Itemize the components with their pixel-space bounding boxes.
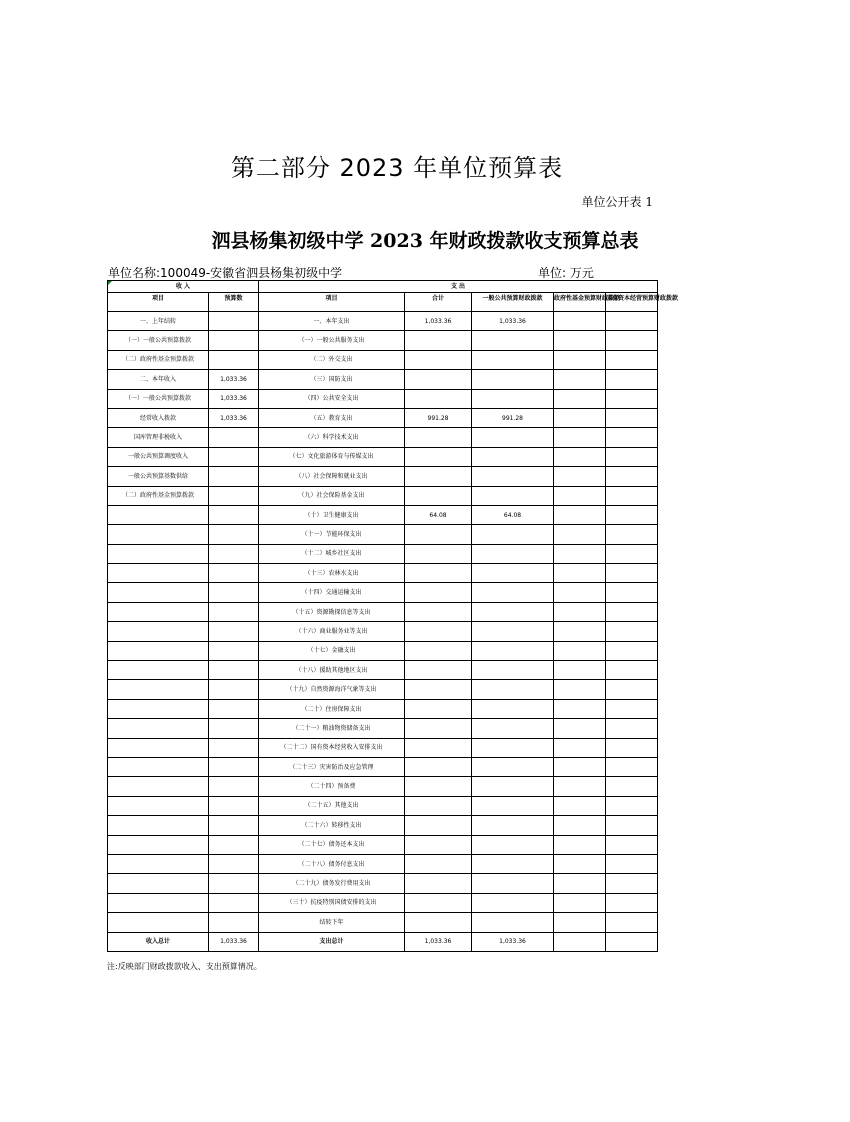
expense-total-cell (405, 893, 472, 912)
fund-budget-cell (554, 350, 606, 369)
state-capital-cell (606, 641, 658, 660)
table-row (108, 699, 658, 718)
table-row (108, 738, 658, 757)
state-capital-cell (606, 583, 658, 602)
income-value-cell (209, 893, 259, 912)
state-capital-cell (606, 893, 658, 912)
expense-total-cell (405, 525, 472, 544)
income-total-label: 收入总计 (108, 932, 209, 951)
fund-budget-cell (554, 370, 606, 389)
income-item-cell: 一般公共预算调度收入 (108, 447, 209, 466)
expense-total-cell (405, 486, 472, 505)
income-header: 收 入 (108, 281, 259, 293)
state-capital-cell (606, 505, 658, 524)
income-value-cell (209, 680, 259, 699)
fund-budget-cell (554, 428, 606, 447)
table-row (108, 602, 658, 621)
expense-item-cell: （十五）资源勘探信息等支出 (259, 602, 405, 621)
expense-item-cell: （七）文化旅游体育与传媒支出 (259, 447, 405, 466)
income-item-cell: 国库管理非税收入 (108, 428, 209, 447)
income-item-cell (108, 854, 209, 873)
expense-item-cell: （十）卫生健康支出 (259, 505, 405, 524)
table-row (108, 583, 658, 602)
fund-budget-cell (554, 408, 606, 427)
table-row (108, 564, 658, 583)
general-budget-cell (472, 874, 554, 893)
table-row (108, 913, 658, 932)
table-row (108, 486, 658, 505)
fund-budget-cell (554, 312, 606, 331)
general-budget-cell (472, 370, 554, 389)
expense-item-cell: （二十五）其他支出 (259, 796, 405, 815)
table-row (108, 505, 658, 524)
table-row (108, 408, 658, 427)
income-item-cell: 经常收入拨款 (108, 408, 209, 427)
general-budget-total: 1,033.36 (472, 932, 554, 951)
state-capital-cell (606, 602, 658, 621)
state-capital-cell (606, 913, 658, 932)
income-item-cell (108, 602, 209, 621)
general-budget-cell (472, 544, 554, 563)
state-capital-cell (606, 331, 658, 350)
col-total: 合计 (405, 293, 472, 312)
fund-budget-cell (554, 583, 606, 602)
expense-total-cell: 64.08 (405, 505, 472, 524)
expense-item-cell: （十九）自然资源海洋气象等支出 (259, 680, 405, 699)
state-capital-cell (606, 816, 658, 835)
expense-item-cell: （六）科学技术支出 (259, 428, 405, 447)
general-budget-cell (472, 428, 554, 447)
state-capital-cell (606, 699, 658, 718)
general-budget-cell (472, 447, 554, 466)
table-row (108, 525, 658, 544)
income-item-cell (108, 622, 209, 641)
income-value-cell: 1,033.36 (209, 389, 259, 408)
state-capital-cell (606, 525, 658, 544)
state-capital-cell (606, 447, 658, 466)
table-row (108, 835, 658, 854)
cell-marker-icon (108, 281, 112, 285)
income-item-cell (108, 661, 209, 680)
general-budget-cell (472, 680, 554, 699)
income-value-cell (209, 796, 259, 815)
table-row (108, 312, 658, 331)
expense-item-cell: （四）公共安全支出 (259, 389, 405, 408)
expense-item-cell: （二十三）灾害防治及应急管理 (259, 757, 405, 776)
col-item-income: 项目 (108, 293, 209, 312)
fund-budget-cell (554, 874, 606, 893)
col-fund-budget: 政府性基金预算财政拨款 (554, 293, 606, 312)
expense-item-cell: （二十）住房保障支出 (259, 699, 405, 718)
income-item-cell (108, 525, 209, 544)
state-capital-cell (606, 428, 658, 447)
fund-budget-cell (554, 680, 606, 699)
income-value-cell (209, 312, 259, 331)
state-capital-cell (606, 738, 658, 757)
expense-total-cell (405, 796, 472, 815)
state-capital-cell (606, 564, 658, 583)
table-row (108, 874, 658, 893)
expense-total-cell (405, 661, 472, 680)
state-capital-cell (606, 370, 658, 389)
general-budget-cell (472, 699, 554, 718)
state-capital-cell (606, 486, 658, 505)
state-capital-cell (606, 796, 658, 815)
fund-budget-cell (554, 505, 606, 524)
fund-budget-cell (554, 757, 606, 776)
state-capital-cell (606, 680, 658, 699)
expense-item-cell: （十三）农林水支出 (259, 564, 405, 583)
fund-budget-cell (554, 699, 606, 718)
income-value-cell (209, 913, 259, 932)
table-row (108, 467, 658, 486)
expense-total-cell: 991.28 (405, 408, 472, 427)
income-value-cell (209, 350, 259, 369)
income-item-cell (108, 680, 209, 699)
income-value-cell (209, 486, 259, 505)
income-item-cell (108, 777, 209, 796)
expense-item-cell: （三十）抗疫特别国债安排的支出 (259, 893, 405, 912)
state-capital-cell (606, 408, 658, 427)
general-budget-cell (472, 564, 554, 583)
income-value-cell: 1,033.36 (209, 370, 259, 389)
table-row (108, 719, 658, 738)
expense-item-cell: 结转下年 (259, 913, 405, 932)
fund-budget-cell (554, 719, 606, 738)
table-row (108, 428, 658, 447)
income-item-cell (108, 874, 209, 893)
income-item-cell (108, 699, 209, 718)
income-value-cell: 1,033.36 (209, 408, 259, 427)
income-item-cell (108, 796, 209, 815)
expense-total-cell (405, 699, 472, 718)
fund-budget-cell (554, 777, 606, 796)
income-item-cell (108, 757, 209, 776)
table-row (108, 389, 658, 408)
expense-item-cell: （二十七）债务还本支出 (259, 835, 405, 854)
expense-item-cell: （二十一）粮油物资储备支出 (259, 719, 405, 738)
general-budget-cell (472, 486, 554, 505)
unit-name-label: 单位名称:100049-安徽省泗县杨集初级中学 (108, 266, 343, 280)
expense-total-label: 支出总计 (259, 932, 405, 951)
income-item-cell: （一）一般公共预算拨款 (108, 331, 209, 350)
general-budget-cell (472, 641, 554, 660)
expense-total-cell (405, 854, 472, 873)
expense-total-cell (405, 447, 472, 466)
fund-budget-cell (554, 525, 606, 544)
fund-budget-cell (554, 544, 606, 563)
fund-budget-total (554, 932, 606, 951)
income-value-cell (209, 854, 259, 873)
income-item-cell: （一）一般公共预算拨款 (108, 389, 209, 408)
state-capital-cell (606, 719, 658, 738)
col-general-budget: 一般公共预算财政拨款 (472, 293, 554, 312)
table-row (108, 757, 658, 776)
state-capital-cell (606, 835, 658, 854)
income-value-cell (209, 331, 259, 350)
general-budget-cell (472, 661, 554, 680)
expense-item-cell: （二十九）债务发行费用支出 (259, 874, 405, 893)
expense-total-cell (405, 350, 472, 369)
expense-item-cell: （二十二）国有资本经营收入安排支出 (259, 738, 405, 757)
fund-budget-cell (554, 661, 606, 680)
table-row (108, 816, 658, 835)
state-capital-cell (606, 350, 658, 369)
income-item-cell (108, 816, 209, 835)
income-item-cell (108, 505, 209, 524)
general-budget-cell (472, 738, 554, 757)
expense-total-cell (405, 428, 472, 447)
income-value-cell (209, 661, 259, 680)
expense-item-cell: （二十四）预备费 (259, 777, 405, 796)
expense-total-cell (405, 641, 472, 660)
expense-total-cell (405, 564, 472, 583)
expense-total-cell (405, 719, 472, 738)
table-row (108, 447, 658, 466)
state-capital-cell (606, 874, 658, 893)
state-capital-cell (606, 777, 658, 796)
expense-header: 支 出 (259, 281, 658, 293)
expense-item-cell: （九）社会保险基金支出 (259, 486, 405, 505)
general-budget-cell (472, 719, 554, 738)
income-value-cell (209, 428, 259, 447)
general-budget-cell (472, 757, 554, 776)
form-number: 单位公开表 1 (581, 195, 653, 209)
income-item-cell: （二）政府性基金预算拨款 (108, 350, 209, 369)
expense-item-cell: （一）一般公共服务支出 (259, 331, 405, 350)
fund-budget-cell (554, 602, 606, 621)
general-budget-cell: 991.28 (472, 408, 554, 427)
table-row (108, 893, 658, 912)
table-row (108, 777, 658, 796)
expense-total-cell (405, 835, 472, 854)
expense-total-cell (405, 370, 472, 389)
state-capital-cell (606, 389, 658, 408)
income-value-cell (209, 447, 259, 466)
expense-total-cell (405, 544, 472, 563)
income-value-cell (209, 505, 259, 524)
income-item-cell (108, 738, 209, 757)
income-value-cell (209, 544, 259, 563)
table-row (108, 796, 658, 815)
general-budget-cell (472, 893, 554, 912)
income-value-cell (209, 757, 259, 776)
fund-budget-cell (554, 893, 606, 912)
expense-item-cell: （三）国防支出 (259, 370, 405, 389)
expense-item-cell: （八）社会保障和就业支出 (259, 467, 405, 486)
state-capital-cell (606, 544, 658, 563)
fund-budget-cell (554, 854, 606, 873)
income-item-cell: 二、本年收入 (108, 370, 209, 389)
income-item-cell (108, 835, 209, 854)
expense-total-cell (405, 602, 472, 621)
expense-item-cell: （十八）援助其他地区支出 (259, 661, 405, 680)
fund-budget-cell (554, 486, 606, 505)
table-row (108, 641, 658, 660)
general-budget-cell (472, 835, 554, 854)
general-budget-cell (472, 777, 554, 796)
fund-budget-cell (554, 622, 606, 641)
income-value-cell (209, 583, 259, 602)
table-row (108, 544, 658, 563)
income-value-cell (209, 738, 259, 757)
expense-total-cell: 1,033.36 (405, 312, 472, 331)
fund-budget-cell (554, 564, 606, 583)
income-item-cell: （二）政府性基金预算拨款 (108, 486, 209, 505)
expense-item-cell: （五）教育支出 (259, 408, 405, 427)
general-budget-cell (472, 331, 554, 350)
expense-item-cell: （二十八）债务付息支出 (259, 854, 405, 873)
fund-budget-cell (554, 467, 606, 486)
expense-item-cell: （十二）城乡社区支出 (259, 544, 405, 563)
income-value-cell (209, 467, 259, 486)
fund-budget-cell (554, 796, 606, 815)
general-budget-cell (472, 350, 554, 369)
table-title: 泗县杨集初级中学 2023 年财政拨款收支预算总表 (211, 230, 639, 252)
expense-total-cell (405, 467, 472, 486)
table-row (108, 661, 658, 680)
income-item-cell: 一、上年结转 (108, 312, 209, 331)
general-budget-cell (472, 854, 554, 873)
expense-item-cell: 一、本年支出 (259, 312, 405, 331)
budget-table (107, 280, 679, 952)
general-budget-cell: 64.08 (472, 505, 554, 524)
fund-budget-cell (554, 447, 606, 466)
header-row-2 (108, 293, 658, 312)
general-budget-cell (472, 389, 554, 408)
general-budget-cell (472, 816, 554, 835)
income-item-cell: 一般公共预算基数供给 (108, 467, 209, 486)
income-item-cell (108, 913, 209, 932)
income-item-cell (108, 564, 209, 583)
expense-total-value: 1,033.36 (405, 932, 472, 951)
col-item-expense: 项目 (259, 293, 405, 312)
income-total-value: 1,033.36 (209, 932, 259, 951)
fund-budget-cell (554, 738, 606, 757)
expense-total-cell (405, 583, 472, 602)
expense-item-cell: （二）外交支出 (259, 350, 405, 369)
fund-budget-cell (554, 331, 606, 350)
income-value-cell (209, 564, 259, 583)
general-budget-cell (472, 602, 554, 621)
table-row (108, 350, 658, 369)
state-capital-total (606, 932, 658, 951)
table-row (108, 854, 658, 873)
expense-total-cell (405, 389, 472, 408)
income-value-cell (209, 816, 259, 835)
expense-total-cell (405, 874, 472, 893)
col-budget: 预算数 (209, 293, 259, 312)
income-value-cell (209, 622, 259, 641)
income-value-cell (209, 641, 259, 660)
expense-item-cell: （十七）金融支出 (259, 641, 405, 660)
income-value-cell (209, 874, 259, 893)
general-budget-cell (472, 525, 554, 544)
income-value-cell (209, 719, 259, 738)
general-budget-cell (472, 913, 554, 932)
table-row (108, 370, 658, 389)
expense-total-cell (405, 738, 472, 757)
fund-budget-cell (554, 913, 606, 932)
state-capital-cell (606, 757, 658, 776)
expense-total-cell (405, 622, 472, 641)
table-row (108, 622, 658, 641)
income-item-cell (108, 719, 209, 738)
expense-total-cell (405, 757, 472, 776)
general-budget-cell (472, 622, 554, 641)
expense-total-cell (405, 816, 472, 835)
income-item-cell (108, 641, 209, 660)
income-value-cell (209, 525, 259, 544)
income-item-cell (108, 583, 209, 602)
expense-item-cell: （十一）节能环保支出 (259, 525, 405, 544)
expense-total-cell (405, 331, 472, 350)
col-state-capital: 国有资本经营预算财政拨款 (606, 293, 658, 312)
state-capital-cell (606, 312, 658, 331)
fund-budget-cell (554, 389, 606, 408)
expense-item-cell: （十六）商业服务业等支出 (259, 622, 405, 641)
fund-budget-cell (554, 835, 606, 854)
expense-total-cell (405, 913, 472, 932)
income-item-cell (108, 893, 209, 912)
expense-total-cell (405, 777, 472, 796)
income-value-cell (209, 602, 259, 621)
total-row (108, 932, 658, 951)
income-value-cell (209, 835, 259, 854)
expense-total-cell (405, 680, 472, 699)
general-budget-cell (472, 583, 554, 602)
income-item-cell (108, 544, 209, 563)
state-capital-cell (606, 467, 658, 486)
fund-budget-cell (554, 816, 606, 835)
general-budget-cell (472, 796, 554, 815)
income-value-cell (209, 699, 259, 718)
state-capital-cell (606, 661, 658, 680)
page-title: 第二部分 2023 年单位预算表 (230, 154, 564, 182)
footnote: 注:反映部门财政拨款收入、支出预算情况。 (107, 962, 262, 971)
income-value-cell (209, 777, 259, 796)
expense-item-cell: （十四）交通运输支出 (259, 583, 405, 602)
expense-item-cell: （二十六）转移性支出 (259, 816, 405, 835)
unit-label: 单位: 万元 (538, 266, 594, 280)
state-capital-cell (606, 622, 658, 641)
general-budget-cell: 1,033.36 (472, 312, 554, 331)
state-capital-cell (606, 854, 658, 873)
fund-budget-cell (554, 641, 606, 660)
table-row (108, 331, 658, 350)
general-budget-cell (472, 467, 554, 486)
header-row-1 (108, 281, 658, 293)
table-row (108, 680, 658, 699)
